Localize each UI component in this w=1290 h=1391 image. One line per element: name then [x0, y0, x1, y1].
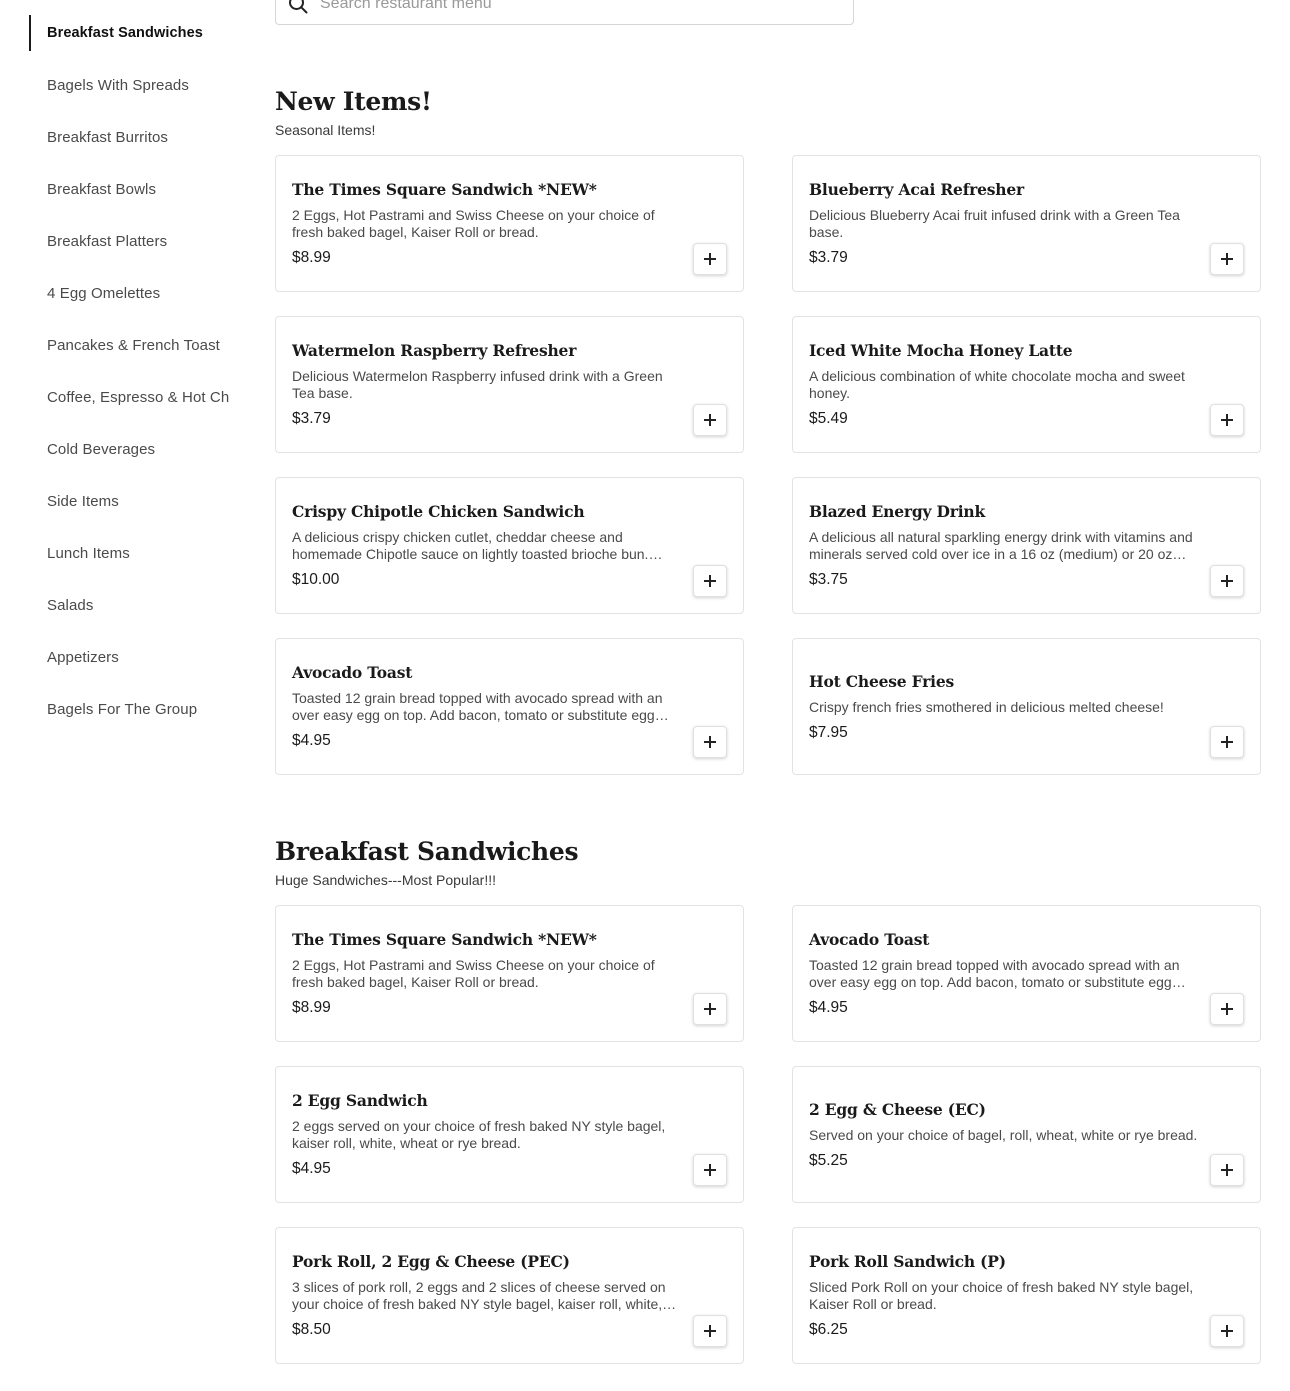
menu-item-card[interactable]	[275, 1227, 744, 1364]
menu-item-card[interactable]	[275, 155, 744, 292]
menu-item-card[interactable]	[792, 316, 1261, 453]
add-to-cart-button[interactable]	[693, 1315, 727, 1347]
sidebar-item[interactable]: Breakfast Bowls	[47, 180, 157, 198]
menu-item-description: 3 slices of pork roll, 2 eggs and 2 slices of cheese served on your choice of fresh baked NY style bagel, kaiser roll, white,	[292, 1279, 666, 1312]
section-title: New Items!	[275, 87, 432, 116]
menu-item-name: Iced White Mocha Honey Latte	[809, 341, 1073, 360]
category-nav	[29, 7, 229, 735]
menu-item-description: A delicious crispy chicken cutlet, cheddar cheese and homemade Chipotle sauce on lightly toasted brioche bun.	[292, 529, 649, 562]
menu-item-card[interactable]	[792, 155, 1261, 292]
menu-item-description: Sliced Pork Roll on your choice of fresh baked NY style bagel, Kaiser Roll or bread.	[809, 1279, 1194, 1312]
sidebar-item[interactable]: Breakfast Platters	[47, 232, 168, 250]
add-to-cart-button[interactable]	[1210, 404, 1244, 436]
menu-item-name: The Times Square Sandwich *NEW*	[292, 930, 597, 949]
category-sidebar	[0, 0, 230, 1391]
menu-item-price: $5.25	[809, 1151, 848, 1169]
menu-item-price: $4.95	[292, 1160, 331, 1177]
menu-item-description: Delicious Watermelon Raspberry infused drink with a Green Tea base.	[292, 368, 663, 401]
sidebar-item[interactable]: 4 Egg Omelettes	[47, 284, 161, 302]
plus-icon	[1221, 253, 1233, 265]
menu-item-price: $4.95	[809, 999, 848, 1016]
search-icon	[288, 0, 308, 14]
add-to-cart-button[interactable]	[1210, 243, 1244, 275]
sidebar-item[interactable]: Lunch Items	[47, 544, 130, 562]
sidebar-item[interactable]: Side Items	[47, 492, 119, 510]
add-to-cart-button[interactable]	[693, 1154, 727, 1186]
plus-icon	[704, 1003, 716, 1015]
menu-item-price: $3.79	[292, 410, 331, 427]
menu-item-price: $8.99	[292, 999, 331, 1016]
add-to-cart-button[interactable]	[693, 993, 727, 1025]
plus-icon	[704, 1164, 716, 1176]
plus-icon	[704, 253, 716, 265]
menu-item-card[interactable]	[792, 477, 1261, 614]
menu-item-card[interactable]	[275, 905, 744, 1042]
menu-grid	[275, 155, 1261, 775]
section-new-items	[275, 87, 1261, 749]
menu-item-name: 2 Egg & Cheese (EC)	[809, 1099, 986, 1119]
sidebar-item[interactable]: Coffee, Espresso & Hot Ch	[47, 388, 229, 406]
plus-icon	[704, 736, 716, 748]
menu-item-price: $5.49	[809, 410, 848, 427]
search-input[interactable]	[320, 0, 820, 13]
menu-item-price: $7.95	[809, 723, 848, 741]
menu-grid	[275, 905, 1261, 1364]
add-to-cart-button[interactable]	[693, 404, 727, 436]
plus-icon	[1221, 1003, 1233, 1015]
menu-item-description: Toasted 12 grain bread topped with avocado spread with an over easy egg on top. Add bacon, tomato or substitute egg	[809, 957, 1180, 990]
sidebar-item[interactable]: Breakfast Burritos	[47, 128, 169, 146]
add-to-cart-button[interactable]	[1210, 1315, 1244, 1347]
menu-item-price: $8.99	[292, 249, 331, 266]
menu-item-description: 2 Eggs, Hot Pastrami and Swiss Cheese on your choice of fresh baked bagel, Kaiser Roll or bread.	[292, 957, 655, 990]
menu-item-name: Blazed Energy Drink	[809, 502, 985, 521]
add-to-cart-button[interactable]	[693, 726, 727, 758]
section-title: Breakfast Sandwiches	[275, 837, 579, 866]
add-to-cart-button[interactable]	[1210, 993, 1244, 1025]
sidebar-item[interactable]: Bagels With Spreads	[47, 76, 189, 94]
menu-item-description: 2 Eggs, Hot Pastrami and Swiss Cheese on your choice of fresh baked bagel, Kaiser Roll or bread.	[292, 207, 655, 240]
add-to-cart-button[interactable]	[1210, 565, 1244, 597]
menu-item-name: Avocado Toast	[809, 930, 930, 949]
menu-item-description: Delicious Blueberry Acai fruit infused drink with a Green Tea base.	[809, 207, 1180, 240]
plus-icon	[1221, 575, 1233, 587]
sidebar-item[interactable]: Pancakes & French Toast	[47, 336, 220, 354]
menu-item-description: A delicious all natural sparkling energy drink with vitamins and minerals served cold over ice in a 16 oz (medium) or 20 oz	[809, 529, 1193, 562]
section-subtitle: Huge Sandwiches---Most Popular!!!	[275, 872, 496, 888]
menu-item-price: $6.25	[809, 1321, 848, 1338]
menu-item-description: 2 eggs served on your choice of fresh baked NY style bagel, kaiser roll, white, wheat or rye bread.	[292, 1118, 666, 1151]
menu-item-description: A delicious combination of white chocolate mocha and sweet honey.	[809, 368, 1185, 401]
menu-item-name: Blueberry Acai Refresher	[809, 180, 1025, 199]
sidebar-item[interactable]: Salads	[47, 596, 94, 614]
add-to-cart-button[interactable]	[1210, 726, 1244, 758]
menu-item-name: Pork Roll, 2 Egg & Cheese (PEC)	[292, 1252, 570, 1271]
sidebar-item[interactable]: Breakfast Sandwiches	[29, 15, 229, 51]
menu-item-price: $3.75	[809, 571, 848, 588]
plus-icon	[704, 414, 716, 426]
menu-item-description: Served on your choice of bagel, roll, wheat, white or rye bread.	[809, 1126, 1198, 1143]
menu-item-card[interactable]	[792, 905, 1261, 1042]
menu-item-price: $4.95	[292, 732, 331, 749]
menu-item-card[interactable]	[275, 477, 744, 614]
section-subtitle: Seasonal Items!	[275, 122, 376, 138]
plus-icon	[1221, 736, 1233, 748]
plus-icon	[704, 575, 716, 587]
section-breakfast-sandwiches	[275, 837, 1261, 1338]
menu-item-description: Crispy french fries smothered in delicious melted cheese!	[809, 698, 1164, 715]
sidebar-item[interactable]: Bagels For The Group	[47, 700, 198, 718]
menu-item-price: $3.79	[809, 249, 848, 266]
menu-item-card[interactable]	[792, 1227, 1261, 1364]
menu-item-card[interactable]	[792, 1066, 1261, 1203]
plus-icon	[1221, 1164, 1233, 1176]
plus-icon	[704, 1325, 716, 1337]
plus-icon	[1221, 414, 1233, 426]
sidebar-item[interactable]: Appetizers	[47, 648, 119, 666]
menu-item-description: Toasted 12 grain bread topped with avocado spread with an over easy egg on top. Add bacon, tomato or substitute egg	[292, 690, 663, 723]
sidebar-item[interactable]: Cold Beverages	[47, 440, 156, 458]
add-to-cart-button[interactable]	[693, 243, 727, 275]
add-to-cart-button[interactable]	[1210, 1154, 1244, 1186]
menu-item-card[interactable]	[275, 316, 744, 453]
menu-item-card[interactable]	[792, 638, 1261, 775]
add-to-cart-button[interactable]	[693, 565, 727, 597]
menu-item-price: $8.50	[292, 1321, 331, 1338]
menu-item-name: The Times Square Sandwich *NEW*	[292, 180, 597, 199]
menu-item-name: Crispy Chipotle Chicken Sandwich	[292, 502, 585, 521]
menu-item-name: Pork Roll Sandwich (P)	[809, 1252, 1006, 1271]
menu-item-name: 2 Egg Sandwich	[292, 1091, 428, 1110]
search-box[interactable]	[275, 0, 854, 25]
menu-item-card[interactable]	[275, 638, 744, 775]
plus-icon	[1221, 1325, 1233, 1337]
menu-item-name: Avocado Toast	[292, 663, 413, 682]
menu-item-card[interactable]	[275, 1066, 744, 1203]
menu-item-price: $10.00	[292, 571, 340, 588]
menu-item-name: Hot Cheese Fries	[809, 671, 955, 691]
menu-item-name: Watermelon Raspberry Refresher	[292, 341, 577, 360]
